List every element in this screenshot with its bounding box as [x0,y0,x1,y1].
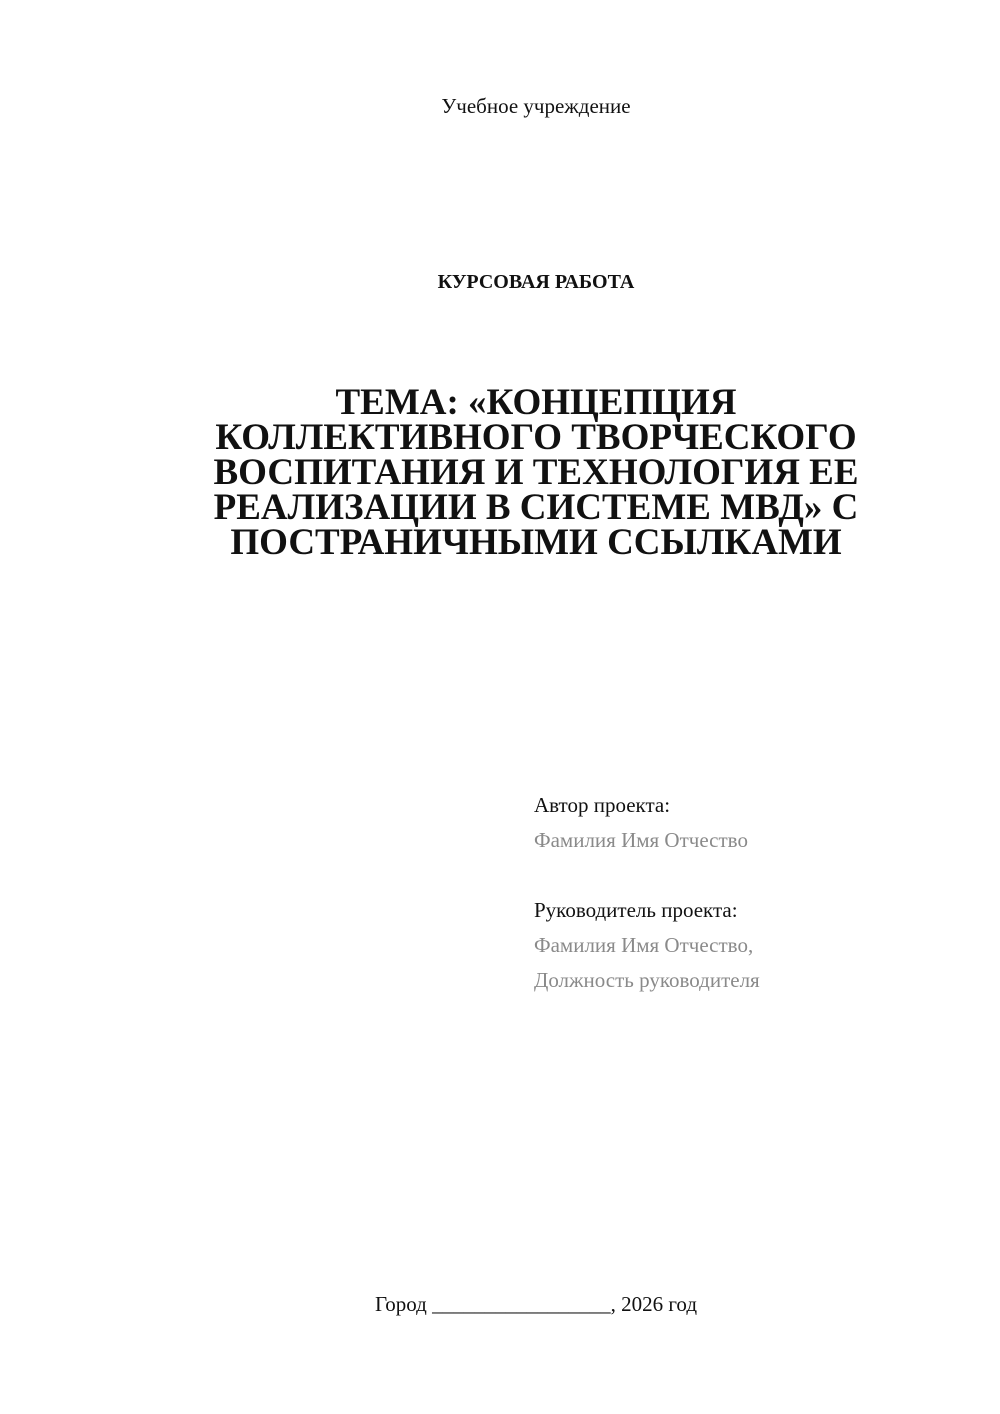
city-year-line: Город _________________, 2026 год [374,1292,698,1316]
credits-block [534,788,974,998]
topic-line: ВОСПИТАНИЯ И ТЕХНОЛОГИЯ ЕЕ [213,452,859,493]
topic-line: КОЛЛЕКТИВНОГО ТВОРЧЕСКОГО [215,417,857,458]
supervisor-name: Фамилия Имя Отчество, [534,933,754,957]
topic-line: ПОСТРАНИЧНЫМИ ССЫЛКАМИ [230,522,842,563]
author-name: Фамилия Имя Отчество [534,828,748,852]
institution-name: Учебное учреждение [441,94,631,118]
spacer [534,858,974,893]
supervisor-label: Руководитель проекта: [534,898,738,922]
topic-line: ТЕМА: «КОНЦЕПЦИЯ [335,382,737,423]
topic-title [150,382,922,563]
supervisor-position: Должность руководителя [534,968,760,992]
document-type: КУРСОВАЯ РАБОТА [437,271,635,293]
author-label: Автор проекта: [534,793,671,817]
topic-line: РЕАЛИЗАЦИИ В СИСТЕМЕ МВД» С [213,487,859,528]
